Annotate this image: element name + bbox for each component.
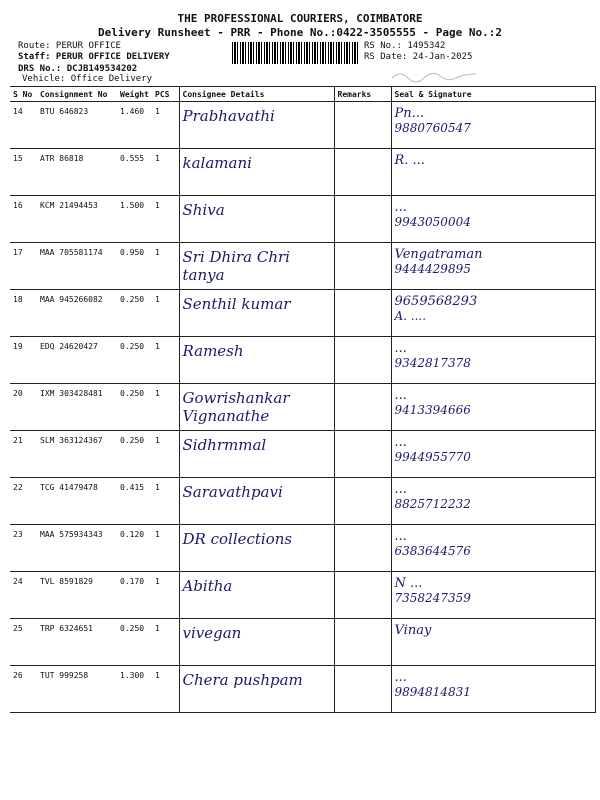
table-row bbox=[10, 384, 595, 431]
row-consignee: Chera pushpam bbox=[179, 666, 334, 713]
signature-phone: 9342817378 bbox=[394, 356, 471, 370]
row-remarks bbox=[334, 619, 391, 666]
col-remarks: Remarks bbox=[334, 87, 391, 102]
row-signature bbox=[391, 243, 595, 290]
row-signature bbox=[391, 525, 595, 572]
col-signature: Seal & Signature bbox=[391, 87, 595, 102]
signature-phone: 9894814831 bbox=[394, 685, 471, 699]
row-weight: 0.555 bbox=[117, 149, 152, 196]
row-consignment-no: MAA 705581174 bbox=[37, 243, 117, 290]
row-consignee: vivegan bbox=[179, 619, 334, 666]
signature-phone: A. .... bbox=[394, 309, 427, 323]
row-consignment-no: TRP 6324651 bbox=[37, 619, 117, 666]
row-consignment-no: SLM 363124367 bbox=[37, 431, 117, 478]
row-sno: 20 bbox=[10, 384, 37, 431]
row-sno: 16 bbox=[10, 196, 37, 243]
signature-phone: 6383644576 bbox=[394, 544, 471, 558]
row-weight: 1.300 bbox=[117, 666, 152, 713]
row-consignment-no: MAA 575934343 bbox=[37, 525, 117, 572]
row-weight: 0.170 bbox=[117, 572, 152, 619]
row-remarks bbox=[334, 102, 391, 149]
row-signature bbox=[391, 149, 595, 196]
row-consignment-no: TUT 999258 bbox=[37, 666, 117, 713]
row-consignment-no: TVL 8591829 bbox=[37, 572, 117, 619]
col-consignee: Consignee Details bbox=[179, 87, 334, 102]
table-row bbox=[10, 290, 595, 337]
signature-text: ... bbox=[394, 341, 407, 356]
table-row bbox=[10, 525, 595, 572]
row-consignment-no: TCG 41479478 bbox=[37, 478, 117, 525]
row-weight: 0.250 bbox=[117, 290, 152, 337]
row-consignee: DR collections bbox=[179, 525, 334, 572]
row-sno: 25 bbox=[10, 619, 37, 666]
table-row bbox=[10, 666, 595, 713]
row-pcs: 1 bbox=[152, 431, 179, 478]
row-pcs: 1 bbox=[152, 525, 179, 572]
row-weight: 0.120 bbox=[117, 525, 152, 572]
rs-date: RS Date: 24-Jan-2025 bbox=[364, 52, 473, 62]
signature-text: N ... bbox=[394, 576, 423, 591]
signature-text: ... bbox=[394, 482, 407, 497]
table-row bbox=[10, 572, 595, 619]
barcode-image bbox=[232, 42, 358, 64]
row-signature bbox=[391, 337, 595, 384]
runsheet-table bbox=[10, 86, 596, 713]
row-consignment-no: IXM 303428481 bbox=[37, 384, 117, 431]
row-pcs: 1 bbox=[152, 290, 179, 337]
row-remarks bbox=[334, 149, 391, 196]
row-weight: 0.415 bbox=[117, 478, 152, 525]
row-signature bbox=[391, 478, 595, 525]
row-consignment-no: BTU 646823 bbox=[37, 102, 117, 149]
table-row bbox=[10, 337, 595, 384]
row-consignee: Gowrishankar Vignanathe bbox=[179, 384, 334, 431]
table-row bbox=[10, 243, 595, 290]
row-weight: 0.250 bbox=[117, 619, 152, 666]
table-header-row bbox=[10, 87, 595, 102]
row-sno: 17 bbox=[10, 243, 37, 290]
row-sno: 22 bbox=[10, 478, 37, 525]
row-signature bbox=[391, 431, 595, 478]
row-consignee: Ramesh bbox=[179, 337, 334, 384]
row-remarks bbox=[334, 290, 391, 337]
row-signature bbox=[391, 102, 595, 149]
drs-number: DRS No.: DCJB149534202 bbox=[18, 64, 138, 74]
col-pcs: PCS bbox=[152, 87, 179, 102]
row-consignee: Saravathpavi bbox=[179, 478, 334, 525]
route-label: Route: PERUR OFFICE bbox=[18, 41, 121, 51]
row-pcs: 1 bbox=[152, 337, 179, 384]
row-pcs: 1 bbox=[152, 384, 179, 431]
signature-phone: 9413394666 bbox=[394, 403, 471, 417]
signature-phone: 9944955770 bbox=[394, 450, 471, 464]
table-row bbox=[10, 431, 595, 478]
row-pcs: 1 bbox=[152, 572, 179, 619]
row-signature bbox=[391, 384, 595, 431]
row-consignment-no: ATR 86818 bbox=[37, 149, 117, 196]
row-sno: 14 bbox=[10, 102, 37, 149]
signature-text: R. ... bbox=[394, 153, 425, 168]
row-weight: 1.500 bbox=[117, 196, 152, 243]
row-signature bbox=[391, 196, 595, 243]
signature-phone: 8825712232 bbox=[394, 497, 471, 511]
row-sno: 15 bbox=[10, 149, 37, 196]
signature-text: Pn... bbox=[394, 106, 425, 121]
signature-phone: 7358247359 bbox=[394, 591, 471, 605]
signature-text: ... bbox=[394, 388, 407, 403]
signature-text: ... bbox=[394, 670, 407, 685]
staff-label: Staff: PERUR OFFICE DELIVERY bbox=[18, 52, 170, 62]
row-consignee: Sidhrmmal bbox=[179, 431, 334, 478]
row-pcs: 1 bbox=[152, 196, 179, 243]
row-consignee: Sri Dhira Chri tanya bbox=[179, 243, 334, 290]
row-remarks bbox=[334, 431, 391, 478]
row-weight: 0.950 bbox=[117, 243, 152, 290]
row-consignee: kalamani bbox=[179, 149, 334, 196]
table-row bbox=[10, 149, 595, 196]
row-remarks bbox=[334, 572, 391, 619]
row-remarks bbox=[334, 337, 391, 384]
row-pcs: 1 bbox=[152, 666, 179, 713]
col-consignment: Consignment No bbox=[37, 87, 117, 102]
row-pcs: 1 bbox=[152, 102, 179, 149]
row-remarks bbox=[334, 243, 391, 290]
table-row bbox=[10, 478, 595, 525]
signature-phone: 9444429895 bbox=[394, 262, 471, 276]
row-pcs: 1 bbox=[152, 149, 179, 196]
row-pcs: 1 bbox=[152, 619, 179, 666]
row-remarks bbox=[334, 525, 391, 572]
row-consignment-no: MAA 945266082 bbox=[37, 290, 117, 337]
row-weight: 0.250 bbox=[117, 337, 152, 384]
row-consignee: Abitha bbox=[179, 572, 334, 619]
row-remarks bbox=[334, 478, 391, 525]
row-pcs: 1 bbox=[152, 243, 179, 290]
row-sno: 26 bbox=[10, 666, 37, 713]
row-sno: 23 bbox=[10, 525, 37, 572]
row-consignment-no: EDQ 24620427 bbox=[37, 337, 117, 384]
row-remarks bbox=[334, 196, 391, 243]
row-signature bbox=[391, 666, 595, 713]
row-consignee: Prabhavathi bbox=[179, 102, 334, 149]
table-row bbox=[10, 619, 595, 666]
col-weight: Weight bbox=[117, 87, 152, 102]
runsheet-title: Delivery Runsheet - PRR - Phone No.:0422-3505555 - Page No.:2 bbox=[98, 26, 502, 39]
row-sno: 19 bbox=[10, 337, 37, 384]
signature-text: Vinay bbox=[394, 623, 432, 638]
row-remarks bbox=[334, 666, 391, 713]
col-sno: S No bbox=[10, 87, 37, 102]
row-pcs: 1 bbox=[152, 478, 179, 525]
table-row bbox=[10, 102, 595, 149]
rs-number: RS No.: 1495342 bbox=[364, 41, 446, 51]
signature-text: 9659568293 bbox=[394, 294, 478, 309]
signature-text: ... bbox=[394, 529, 407, 544]
table-row bbox=[10, 196, 595, 243]
row-remarks bbox=[334, 384, 391, 431]
faint-scribble bbox=[390, 68, 480, 84]
row-sno: 18 bbox=[10, 290, 37, 337]
row-consignment-no: KCM 21494453 bbox=[37, 196, 117, 243]
row-signature bbox=[391, 290, 595, 337]
row-consignee: Senthil kumar bbox=[179, 290, 334, 337]
signature-phone: 9880760547 bbox=[394, 121, 471, 135]
row-consignee: Shiva bbox=[179, 196, 334, 243]
signature-text: Vengatraman bbox=[394, 247, 483, 262]
signature-text: ... bbox=[394, 435, 407, 450]
row-signature bbox=[391, 619, 595, 666]
signature-phone: 9943050004 bbox=[394, 215, 471, 229]
row-weight: 1.460 bbox=[117, 102, 152, 149]
row-weight: 0.250 bbox=[117, 431, 152, 478]
company-title: THE PROFESSIONAL COURIERS, COIMBATORE bbox=[177, 12, 423, 25]
row-sno: 21 bbox=[10, 431, 37, 478]
vehicle-label: Vehicle: Office Delivery bbox=[22, 74, 153, 84]
row-signature bbox=[391, 572, 595, 619]
row-sno: 24 bbox=[10, 572, 37, 619]
row-weight: 0.250 bbox=[117, 384, 152, 431]
signature-text: ... bbox=[394, 200, 407, 215]
